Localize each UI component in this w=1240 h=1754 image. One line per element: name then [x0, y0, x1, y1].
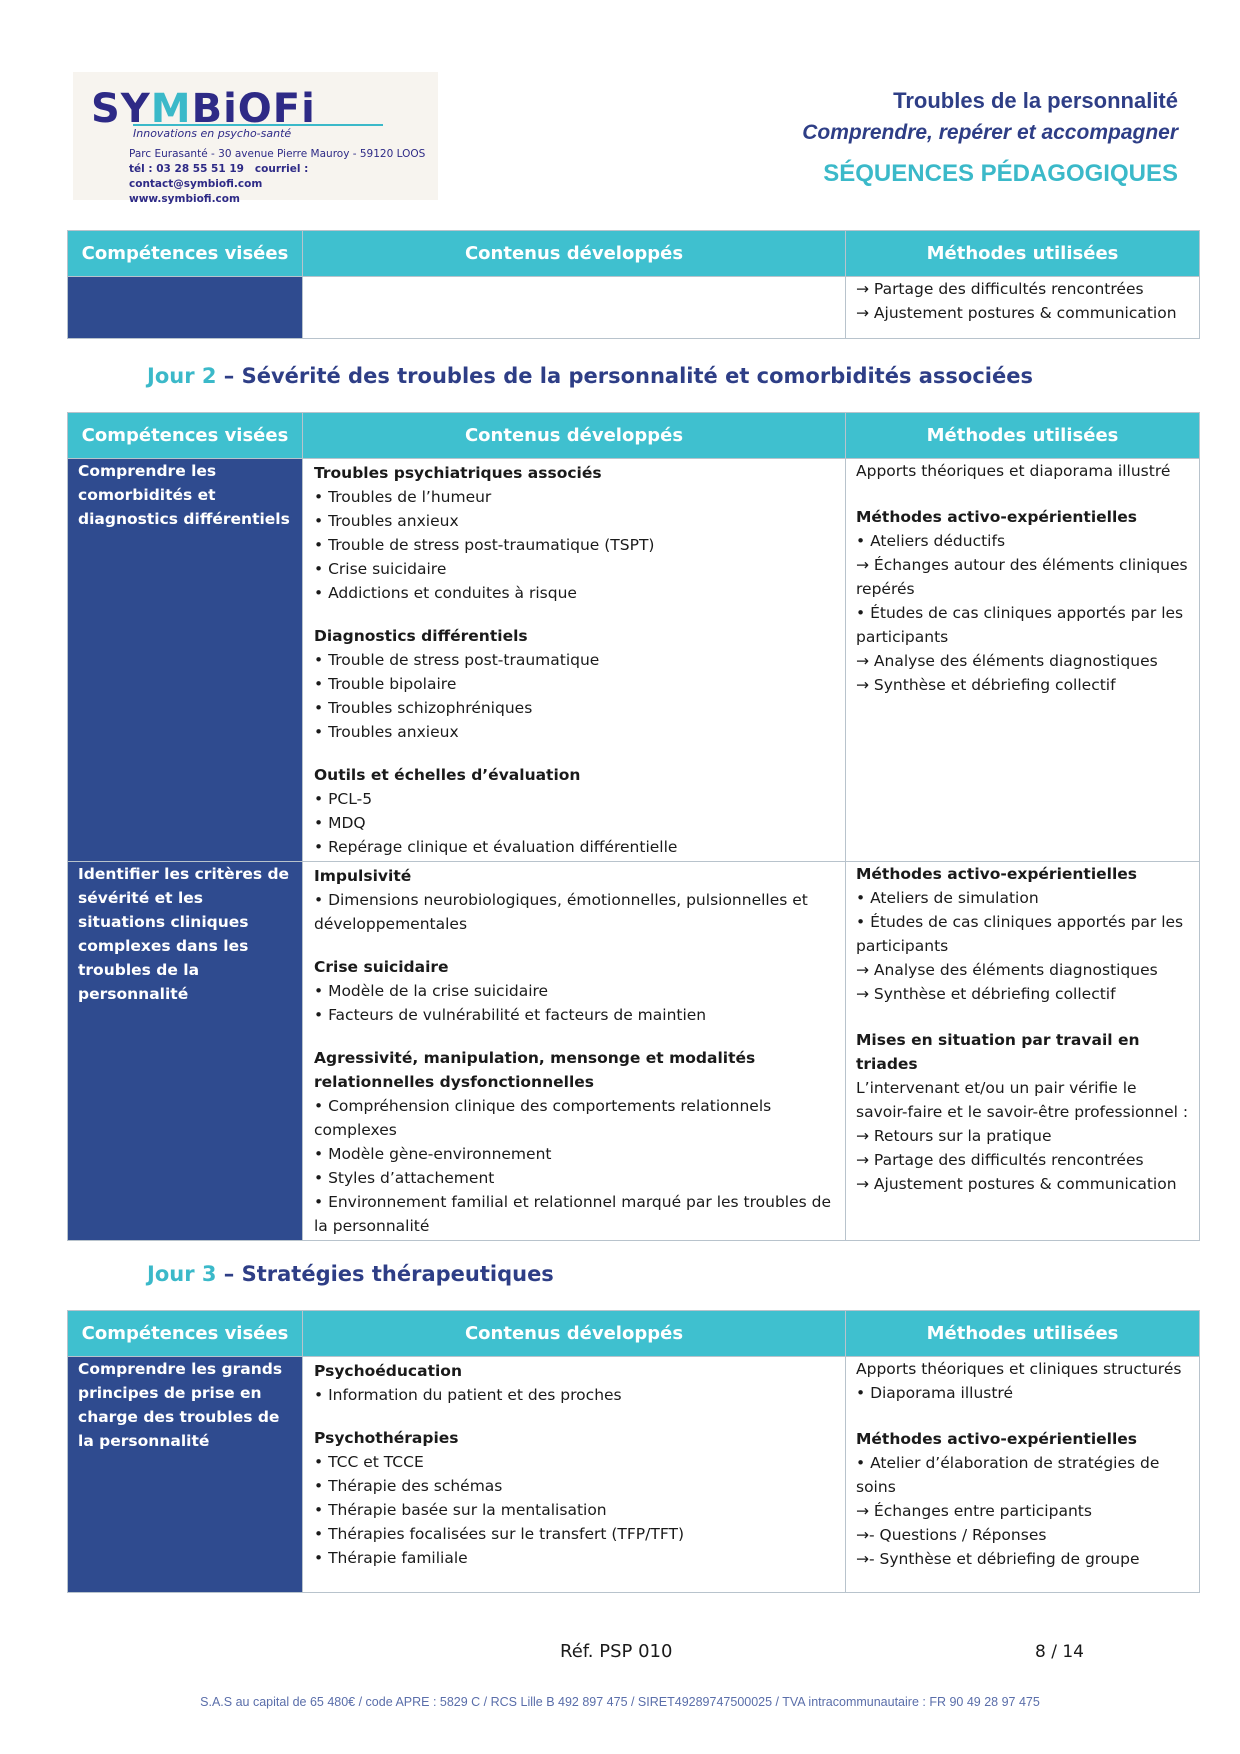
list-item: • Thérapie basée sur la mentalisation: [314, 1501, 607, 1519]
table-row: [68, 1357, 1200, 1593]
list-item: • Crise suicidaire: [314, 560, 447, 578]
list-item: • Modèle gène-environnement: [314, 1145, 552, 1163]
list-item: • Dimensions neurobiologiques, émotionnelles, pulsionnelles et développementales: [314, 891, 808, 933]
list-item: → Ajustement postures & communication: [856, 304, 1177, 322]
table-day-3: [67, 1310, 1200, 1593]
list-item: • Thérapie des schémas: [314, 1477, 503, 1495]
competence-cell: Comprendre les comorbidités et diagnostics différentiels: [68, 459, 303, 862]
list-item: • Troubles anxieux: [314, 723, 459, 741]
contenus-cell: Troubles psychiatriques associés • Troubles de l’humeur • Troubles anxieux • Trouble de stress post-traumatique (TSPT) • Crise suicidaire • Addictions et conduites à risque Diagnostics différentiels • Trouble de stress post-traumatique • Trouble bipolaire • Troubles schizophréniques • Troubles anxieux Outils et échelles d’évaluation • PCL-5 • MDQ • Repérage clinique et évaluation différentielle: [303, 459, 846, 862]
list-item: • Troubles de l’humeur: [314, 488, 492, 506]
contenus-cell: Impulsivité • Dimensions neurobiologiques, émotionnelles, pulsionnelles et développementales Crise suicidaire • Modèle de la crise suicidaire • Facteurs de vulnérabilité et facteurs de maintien Agressivité, manipulation, mensonge et modalités relationnelles dysfonctionnelles • Compréhension clinique des comportements relationnels complexes • Modèle gène-environnement • Styles d’attachement • Environnement familial et relationnel marqué par les troubles de la personnalité: [303, 862, 846, 1241]
table-row: [68, 459, 1200, 862]
list-item: • Modèle de la crise suicidaire: [314, 982, 549, 1000]
header-competences: Compétences visées: [68, 231, 303, 277]
list-item: • Ateliers déductifs: [856, 532, 1006, 550]
list-item: →- Synthèse et débriefing de groupe: [856, 1550, 1140, 1568]
list-item: → Échanges autour des éléments cliniques repérés: [856, 556, 1188, 598]
list-item: • Environnement familial et relationnel marqué par les troubles de la personnalité: [314, 1193, 832, 1235]
list-item: • Repérage clinique et évaluation différentielle: [314, 838, 678, 856]
list-item: • Troubles schizophréniques: [314, 699, 533, 717]
header-competences: Compétences visées: [68, 413, 303, 459]
header-contenus: Contenus développés: [303, 231, 846, 277]
logo-tagline: Innovations en psycho-santé: [133, 124, 383, 140]
list-item: • Facteurs de vulnérabilité et facteurs de maintien: [314, 1006, 707, 1024]
list-item: • Information du patient et des proches: [314, 1386, 622, 1404]
list-item: • Compréhension clinique des comportements relationnels complexes: [314, 1097, 772, 1139]
header-contenus: Contenus développés: [303, 413, 846, 459]
list-item: → Retours sur la pratique: [856, 1127, 1052, 1145]
header-methodes: Méthodes utilisées: [846, 1311, 1200, 1357]
day-2-heading: Jour 2 – Sévérité des troubles de la personnalité et comorbidités associées: [147, 364, 1033, 388]
page-number: 8 / 14: [1035, 1642, 1084, 1662]
competence-cell: Identifier les critères de sévérité et les situations cliniques complexes dans les troubles de la personnalité: [68, 862, 303, 1241]
company-logo: [73, 72, 438, 205]
list-item: → Synthèse et débriefing collectif: [856, 985, 1116, 1003]
list-item: • Diaporama illustré: [856, 1384, 1013, 1402]
methodes-cell: Méthodes activo-expérientielles • Ateliers de simulation • Études de cas cliniques apportés par les participants → Analyse des éléments diagnostiques → Synthèse et débriefing collectif Mises en situation par travail en triades L’intervenant et/ou un pair vérifie le savoir-faire et le savoir-être professionnel : → Retours sur la pratique → Partage des difficultés rencontrées → Ajustement postures & communication: [846, 862, 1200, 1241]
document-reference: Réf. PSP 010: [560, 1641, 673, 1662]
list-item: • Thérapies focalisées sur le transfert (TFP/TFT): [314, 1525, 684, 1543]
legal-footer: S.A.S au capital de 65 480€ / code APRE : 5829 C / RCS Lille B 492 897 475 / SIRET49289747500025 / TVA intracommunautaire : FR 90 49 28 97 475: [200, 1695, 1040, 1709]
list-item: • Trouble de stress post-traumatique (TSPT): [314, 536, 655, 554]
list-item: → Analyse des éléments diagnostiques: [856, 652, 1158, 670]
table-row: [68, 862, 1200, 1241]
header-methodes: Méthodes utilisées: [846, 231, 1200, 277]
header-contenus: Contenus développés: [303, 1311, 846, 1357]
list-item: → Analyse des éléments diagnostiques: [856, 961, 1158, 979]
list-item: → Échanges entre participants: [856, 1502, 1092, 1520]
contenus-cell: Psychoéducation • Information du patient et des proches Psychothérapies • TCC et TCCE • Thérapie des schémas • Thérapie basée sur la mentalisation • Thérapies focalisées sur le transfert (TFP/TFT) • Thérapie familiale: [303, 1357, 846, 1593]
day-3-heading: Jour 3 – Stratégies thérapeutiques: [147, 1262, 554, 1286]
list-item: • TCC et TCCE: [314, 1453, 424, 1471]
list-item: • Trouble de stress post-traumatique: [314, 651, 600, 669]
table-continuation: [67, 230, 1200, 339]
contenus-cell: [303, 277, 846, 339]
competence-cell: [68, 277, 303, 339]
list-item: • Études de cas cliniques apportés par les participants: [856, 913, 1184, 955]
methodes-cell: Apports théoriques et diaporama illustré Méthodes activo-expérientielles • Ateliers déductifs → Échanges autour des éléments cliniques repérés • Études de cas cliniques apportés par les participants → Analyse des éléments diagnostiques → Synthèse et débriefing collectif: [846, 459, 1200, 862]
list-item: → Ajustement postures & communication: [856, 1175, 1177, 1193]
methodes-cell: [846, 277, 1200, 339]
table-day-2: [67, 412, 1200, 1241]
company-address: Parc Eurasanté - 30 avenue Pierre Mauroy - 59120 LOOS tél : 03 28 55 51 19 courriel : contact@symbiofi.com www.symbiofi.com: [129, 148, 426, 205]
list-item: • PCL-5: [314, 790, 373, 808]
logo-wordmark: SYMBiOFi: [91, 86, 316, 132]
section-heading: SÉQUENCES PÉDAGOGIQUES: [823, 160, 1178, 187]
list-item: • Atelier d’élaboration de stratégies de soins: [856, 1454, 1160, 1496]
header-methodes: Méthodes utilisées: [846, 413, 1200, 459]
list-item: • Troubles anxieux: [314, 512, 459, 530]
document-title: Troubles de la personnalité: [893, 88, 1178, 113]
list-item: • Thérapie familiale: [314, 1549, 468, 1567]
competence-cell: Comprendre les grands principes de prise en charge des troubles de la personnalité: [68, 1357, 303, 1593]
list-item: • Études de cas cliniques apportés par les participants: [856, 604, 1184, 646]
list-item: • MDQ: [314, 814, 366, 832]
list-item: → Synthèse et débriefing collectif: [856, 676, 1116, 694]
list-item: • Styles d’attachement: [314, 1169, 495, 1187]
list-item: • Ateliers de simulation: [856, 889, 1039, 907]
document-subtitle: Comprendre, repérer et accompagner: [802, 121, 1178, 144]
methodes-cell: Apports théoriques et cliniques structurés • Diaporama illustré Méthodes activo-expérientielles • Atelier d’élaboration de stratégies de soins → Échanges entre participants →- Questions / Réponses →- Synthèse et débriefing de groupe: [846, 1357, 1200, 1593]
list-item: • Trouble bipolaire: [314, 675, 457, 693]
list-item: → Partage des difficultés rencontrées: [856, 280, 1144, 298]
list-item: • Addictions et conduites à risque: [314, 584, 577, 602]
list-item: →- Questions / Réponses: [856, 1526, 1047, 1544]
header-competences: Compétences visées: [68, 1311, 303, 1357]
list-item: → Partage des difficultés rencontrées: [856, 1151, 1144, 1169]
